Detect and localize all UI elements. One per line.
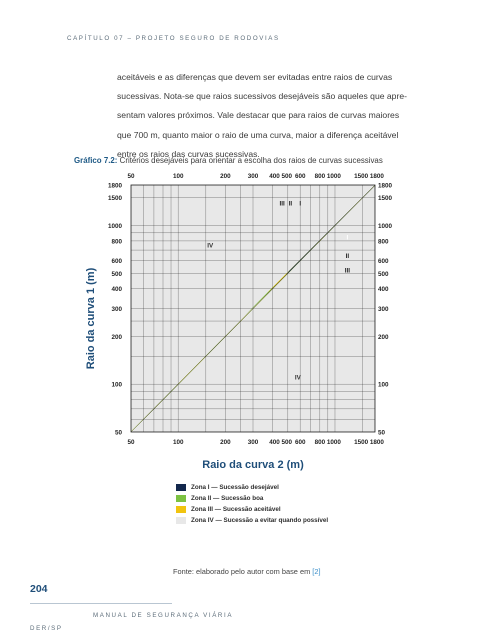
y-tick-label-right: 100	[378, 381, 389, 389]
x-tick-label-bottom: 300	[247, 439, 259, 446]
legend-label: Zona II — Sucessão boa	[191, 494, 264, 502]
zone-label: IV	[294, 374, 301, 382]
chapter-header: CAPÍTULO 07 – PROJETO SEGURO DE RODOVIAS	[67, 35, 280, 42]
legend-label: Zona IV — Sucessão a evitar quando possível	[191, 516, 329, 524]
figure-caption-text: Critérios desejáveis para orientar a escolha dos raios de curvas sucessivas	[117, 156, 383, 165]
x-tick-label-bottom: 1500 1800	[354, 439, 384, 446]
source-note	[173, 567, 321, 576]
x-tick-label-top: 400 500	[269, 173, 292, 180]
y-tick-label-left: 200	[111, 333, 122, 341]
y-tick-label-left: 500	[111, 270, 122, 278]
y-tick-label-right: 600	[378, 258, 389, 266]
y-tick-label-left: 1000	[107, 223, 122, 231]
y-tick-label-left: 50	[114, 429, 122, 437]
paragraph-line: entre os raios das curvas sucessivas.	[117, 148, 260, 159]
x-tick-label-top: 50	[127, 173, 135, 180]
paragraph-line: sentam valores próximos. Vale destacar que para raios de curvas maiores	[117, 110, 400, 121]
paragraph-line: aceitáveis e as diferenças que devem ser evitadas entre raios de curvas	[117, 72, 393, 82]
chart-legend	[176, 482, 328, 526]
x-tick-label-bottom: 800 1000	[314, 439, 341, 446]
figure-caption-label: Gráfico 7.2:	[74, 156, 118, 165]
zone-label: IV	[207, 242, 214, 250]
y-tick-label-right: 300	[378, 306, 389, 313]
y-tick-label-right: 50	[378, 429, 386, 437]
y-tick-label-right: 800	[378, 238, 389, 246]
x-tick-label-top: 1500 1800	[354, 173, 384, 180]
x-tick-label-top: 800 1000	[314, 173, 341, 180]
x-tick-label-bottom: 200	[220, 439, 231, 446]
legend-item-zone-iv	[176, 515, 328, 525]
footer-title: MANUAL DE SEGURANÇA VIÁRIA	[93, 612, 234, 619]
x-tick-label-top: 100	[172, 173, 184, 180]
legend-item-zone-ii	[176, 493, 328, 503]
page-number: 204	[30, 583, 48, 595]
footer-org: DER/SP	[30, 625, 63, 632]
zone-label: I	[346, 234, 349, 242]
y-tick-label-right: 200	[378, 333, 389, 341]
y-tick-label-left: 400	[111, 286, 122, 294]
x-tick-label-bottom: 600	[294, 439, 306, 446]
y-tick-label-left: 100	[111, 381, 122, 389]
zone-label: II	[288, 200, 293, 208]
legend-swatch	[176, 495, 186, 502]
legend-swatch	[176, 517, 186, 524]
zone-label: III	[344, 267, 351, 275]
legend-item-zone-i	[176, 482, 328, 492]
legend-swatch	[176, 484, 186, 491]
paragraph-line: sucessivas. Nota-se que raios sucessivos desejáveis são aqueles que apre-	[117, 91, 407, 102]
zone-label: III	[279, 200, 285, 208]
source-text: Fonte: elaborado pelo autor com base em	[173, 567, 313, 576]
legend-item-zone-iii	[176, 504, 328, 514]
footer-divider	[30, 603, 172, 604]
x-tick-label-top: 300	[247, 173, 259, 180]
y-tick-label-right: 1500	[378, 195, 393, 203]
x-tick-label-top: 200	[220, 173, 231, 180]
x-tick-label-bottom: 400 500	[269, 439, 292, 446]
y-tick-label-left: 1800	[107, 182, 122, 190]
legend-label: Zona I — Sucessão desejável	[191, 483, 279, 491]
source-reference-link[interactable]: [2]	[312, 567, 321, 576]
y-tick-label-right: 500	[378, 270, 389, 278]
y-tick-label-left: 600	[111, 258, 122, 266]
y-tick-label-right: 1800	[378, 182, 393, 190]
y-axis-title: Raio da curva 1 (m)	[85, 267, 97, 370]
legend-swatch	[176, 506, 186, 513]
x-tick-label-top: 600	[294, 173, 306, 180]
y-tick-label-right: 1000	[378, 223, 393, 231]
x-tick-label-bottom: 50	[127, 439, 135, 446]
x-tick-label-bottom: 100	[172, 439, 184, 446]
y-tick-label-left: 300	[111, 306, 122, 313]
zone-label: I	[299, 200, 302, 208]
legend-label: Zona III — Sucessão aceitável	[191, 505, 281, 513]
paragraph-line: que 700 m, quanto maior o raio de uma curva, maior a diferença aceitável	[117, 129, 399, 140]
zone-label: II	[345, 253, 350, 261]
x-axis-title: Raio da curva 2 (m)	[202, 459, 304, 471]
y-tick-label-left: 1500	[107, 195, 122, 203]
y-tick-label-right: 400	[378, 286, 389, 294]
y-tick-label-left: 800	[111, 238, 122, 246]
